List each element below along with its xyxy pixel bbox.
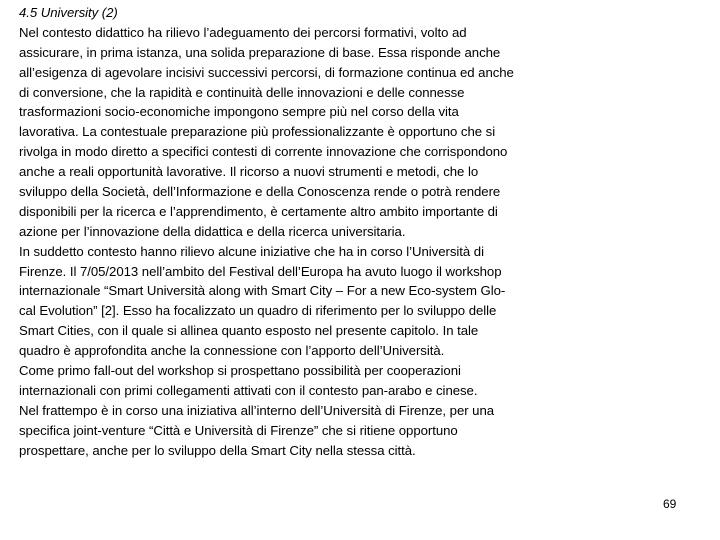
- body-line: all’esigenza di agevolare incisivi successivi percorsi, di formazione continua ed anche: [19, 64, 514, 80]
- body-line: anche a reali opportunità lavorative. Il ricorso a nuovi strumenti e metodi, che lo: [19, 164, 479, 180]
- body-line: Nel contesto didattico ha rilievo l’adeguamento dei percorsi formativi, volto ad: [19, 24, 467, 40]
- section-heading: 4.5 University (2): [19, 5, 118, 20]
- body-line: cal Evolution” [2]. Esso ha focalizzato un quadro di riferimento per lo sviluppo delle: [19, 303, 497, 319]
- body-line: di conversione, che la rapidità e continuità delle innovazioni e delle connesse: [19, 84, 465, 100]
- body-line: internazionali con primi collegamenti attivati con il contesto pan-arabo e cinese.: [19, 382, 478, 398]
- body-line: disponibili per la ricerca e l’apprendimento, è certamente altro ambito importante di: [19, 203, 498, 219]
- body-text: [19, 3, 719, 460]
- body-line: assicurare, in prima istanza, una solida preparazione di base. Essa risponde anche: [19, 44, 501, 60]
- body-line: lavorativa. La contestuale preparazione più professionalizzante è opportuno che si: [19, 124, 496, 140]
- body-line: Come primo fall-out del workshop si prospettano possibilità per cooperazioni: [19, 363, 461, 379]
- body-line: prospettare, anche per lo sviluppo della Smart City nella stessa città.: [19, 442, 416, 458]
- body-line: In suddetto contesto hanno rilievo alcune iniziative che ha in corso l’Università di: [19, 243, 484, 259]
- body-line: quadro è approfondita anche la connessione con l’apporto dell’Università.: [19, 343, 445, 359]
- body-line: rivolga in modo diretto a specifici contesti di corrente innovazione che corrispondono: [19, 144, 508, 160]
- body-line: internazionale “Smart Università along with Smart City – For a new Eco-system Glo-: [19, 283, 506, 299]
- body-line: Smart Cities, con il quale si allinea quanto esposto nel presente capitolo. In tale: [19, 323, 479, 339]
- body-line: azione per l’innovazione della didattica e della ricerca universitaria.: [19, 223, 406, 239]
- body-line: trasformazioni socio-economiche impongono sempre più nel corso della vita: [19, 104, 459, 120]
- body-line: sviluppo della Società, dell’Informazione e della Conoscenza rende o potrà rendere: [19, 184, 501, 200]
- body-line: Nel frattempo è in corso una iniziativa all’interno dell’Università di Firenze, per una: [19, 402, 495, 418]
- page-number: 69: [663, 497, 677, 511]
- body-line: Firenze. Il 7/05/2013 nell’ambito del Festival dell’Europa ha avuto luogo il workshop: [19, 263, 502, 279]
- body-line: specifica joint-venture “Città e Università di Firenze” che si ritiene opportuno: [19, 422, 458, 438]
